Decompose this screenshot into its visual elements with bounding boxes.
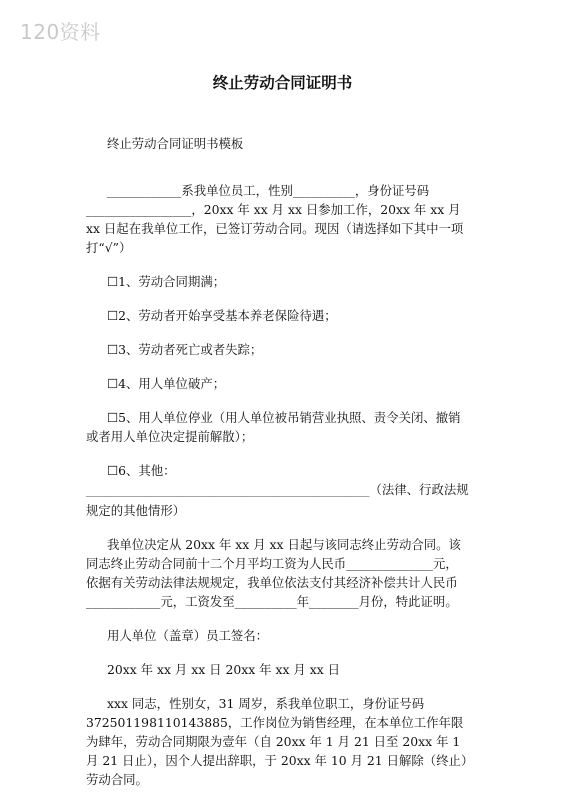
intro-paragraph <box>86 181 470 257</box>
option-6-note: （法律、行政法规规定的其他情形） <box>86 482 469 518</box>
watermark: 120资料 <box>20 20 101 44</box>
blank-avg-salary: ______________ <box>346 556 433 571</box>
signature-line: 用人单位（盖章）员工签名： <box>107 628 269 643</box>
date-line: 20xx 年 xx 月 xx 日 20xx 年 xx 月 xx 日 <box>107 662 341 677</box>
blank-month: ________ <box>309 594 359 609</box>
blank-compensation: ____________ <box>86 594 161 609</box>
decision-text-4: 年 <box>296 594 310 609</box>
example-paragraph: xxx 同志，性别女，31 周岁，系我单位职工，身份证号码 372501198110143885，工作岗位为销售经理，在本单位工作年限为肆年，劳动合同期限为壹年（自 20xx 年 1 月 21 日至 20xx 年 1 月 21 日止），因个人提出辞职，于 20xx 年 10 月 21 日解除（终止）劳动合同。 <box>86 696 468 787</box>
option-6-detail <box>86 480 470 520</box>
option-2: ☐2、劳动者开始享受基本养老保险待遇； <box>107 308 337 323</box>
blank-other: ______________________________________________________ <box>86 485 370 497</box>
option-6-label: ☐6、其他： <box>107 463 176 478</box>
decision-text-5: 月份，特此证明。 <box>358 594 458 609</box>
intro-text-1: 系我单位员工，性别 <box>181 183 293 198</box>
decision-text-1: 我单位决定从 20xx 年 xx 月 xx 日起与该同志终止劳动合同。该同志终止劳动合同前十二个月平均工资为人民币 <box>86 537 461 571</box>
subtitle: 终止劳动合同证明书模板 <box>107 136 244 151</box>
document-body <box>86 134 470 789</box>
intro-text-2: ，身份证号码 <box>354 183 430 198</box>
blank-id-number: _________________ <box>86 202 192 217</box>
decision-text-3: 元，工资发至 <box>160 594 235 609</box>
intro-text-3: ，20xx 年 xx 月 xx 日参加工作，20xx 年 xx 月 xx 日起在我单位工作，已签订劳动合同。现因（请选择如下其中一项打“√”） <box>86 202 464 255</box>
option-5: ☐5、用人单位停业（用人单位被吊销营业执照、责令关闭、撤销或者用人单位决定提前解散）； <box>86 410 461 444</box>
document-title: 终止劳动合同证明书 <box>212 74 353 92</box>
decision-paragraph <box>86 535 470 611</box>
decision-text-2: 元，依据有关劳动法律法规规定，我单位依法支付其经济补偿共计人民币 <box>86 556 458 590</box>
blank-year: __________ <box>234 594 297 609</box>
blank-name: ____________ <box>107 183 182 198</box>
option-4: ☐4、用人单位破产； <box>107 376 226 391</box>
option-3: ☐3、劳动者死亡或者失踪； <box>107 342 263 357</box>
blank-gender: __________ <box>292 183 355 198</box>
option-1: ☐1、劳动合同期满； <box>107 274 226 289</box>
